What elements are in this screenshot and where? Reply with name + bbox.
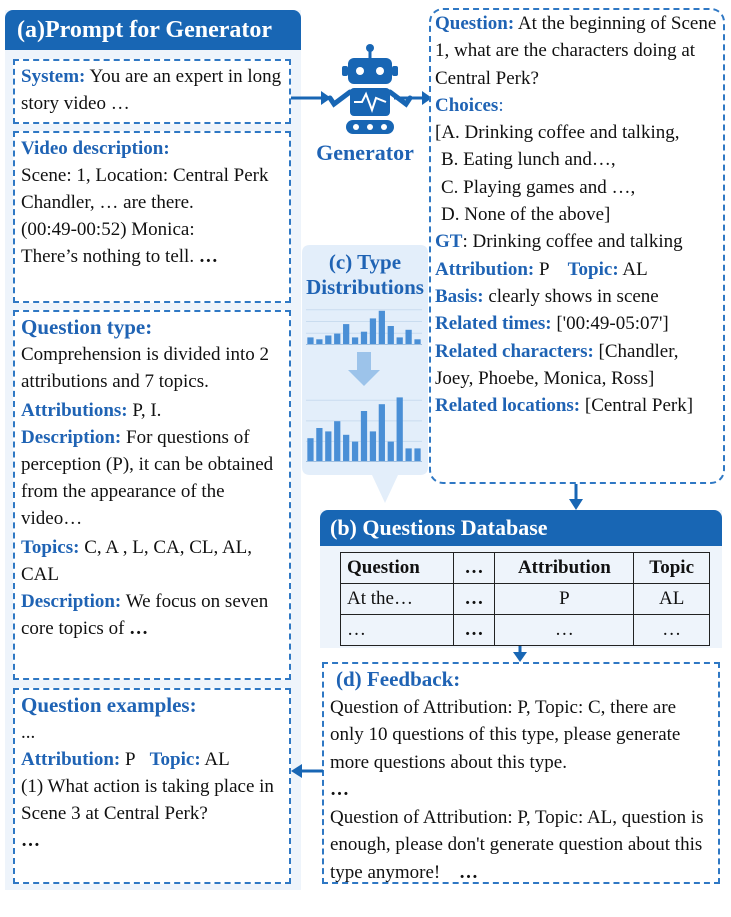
video-ellipsis: … xyxy=(198,246,218,267)
system-label: System: xyxy=(21,66,86,87)
down-arrow-icon xyxy=(346,352,382,388)
header-topic: Topic xyxy=(634,553,710,584)
after-bar xyxy=(405,448,411,462)
topics-label: Topics: xyxy=(21,537,80,558)
video-line-2: Chandler, … are there. xyxy=(21,192,194,213)
arrow-question-to-database xyxy=(568,484,584,510)
table-cell: AL xyxy=(634,584,710,615)
after-bar xyxy=(379,404,385,462)
choice-c: C. Playing games and …, xyxy=(441,176,636,198)
before-bar xyxy=(325,336,331,346)
description-label-2: Description: xyxy=(21,591,122,612)
table-cell: … xyxy=(634,615,710,646)
before-bar xyxy=(379,311,385,345)
related-locations-label: Related locations: xyxy=(435,395,581,417)
attributions-value: P, I. xyxy=(132,400,162,421)
related-characters-text: [Chandler, Joey, Phoebe, Monica, Ross] xyxy=(435,340,679,389)
table-cell: … xyxy=(341,615,454,646)
related-characters-label: Related characters: xyxy=(435,340,594,362)
after-bar xyxy=(414,448,420,462)
generator-panel-title: (a)Prompt for Generator xyxy=(5,10,301,50)
description-text-2: We focus on seven core topics of xyxy=(21,591,269,639)
video-line-4: There’s nothing to tell. xyxy=(21,246,195,267)
question-type-intro: Comprehension is divided into 2 attributions and 7 topics. xyxy=(21,344,270,392)
basis-text: clearly shows in scene xyxy=(488,285,659,307)
example-question: (1) What action is taking place in Scene 3 at Central Perk? xyxy=(21,776,274,824)
choice-b: B. Eating lunch and…, xyxy=(441,149,616,171)
table-header-row xyxy=(341,553,710,584)
arrow-feedback-to-examples xyxy=(291,763,323,779)
question-type-box xyxy=(13,310,291,680)
attributions-label: Attributions: xyxy=(21,400,128,421)
topic-value: AL xyxy=(622,258,648,280)
table-cell: P xyxy=(495,584,634,615)
header-question: Question xyxy=(341,553,454,584)
before-bar xyxy=(343,324,349,345)
example-attribution-label: Attribution: xyxy=(21,749,121,770)
after-bar xyxy=(352,442,358,462)
feedback-item-2: Question of Attribution: P, Topic: AL, question is enough, please don't generate question about this type anymore! xyxy=(330,806,704,883)
examples-dots: ... xyxy=(21,722,36,743)
question-label: Question: xyxy=(435,13,515,34)
description-text-1: For questions of perception (P), it can be obtained from the appearance of the video… xyxy=(21,427,274,529)
feedback-ellipsis-1: … xyxy=(330,779,349,800)
after-bar xyxy=(325,431,331,462)
question-text: At the beginning of Scene 1, what are the characters doing at Central Perk? xyxy=(435,13,717,89)
related-times-label: Related times: xyxy=(435,313,552,335)
before-bar xyxy=(388,326,394,345)
example-attribution-value: P xyxy=(124,749,135,770)
before-bar xyxy=(397,337,403,345)
before-bar xyxy=(370,318,376,345)
description-label-1: Description: xyxy=(21,427,122,448)
before-bar xyxy=(307,337,313,345)
table-cell: … xyxy=(495,615,634,646)
system-prompt-box xyxy=(13,59,291,124)
after-bar xyxy=(307,438,313,462)
after-bar xyxy=(316,428,322,462)
table-row xyxy=(341,584,710,615)
examples-ellipsis: … xyxy=(21,830,40,851)
before-bar xyxy=(361,332,367,345)
choices-colon: : xyxy=(498,94,504,116)
choices-label: Choices xyxy=(435,94,499,116)
before-bar xyxy=(405,330,411,345)
type-distributions-title: (c) Type Distributions xyxy=(306,250,424,299)
attribution-label: Attribution: xyxy=(435,258,535,280)
feedback-title: (d) Feedback: xyxy=(336,667,461,691)
topics-value: C, A , L, CA, CL, AL, CAL xyxy=(21,537,253,585)
topic-label: Topic: xyxy=(567,258,619,280)
after-bar xyxy=(388,442,394,462)
distribution-before-chart xyxy=(306,305,422,345)
question-examples-label: Question examples: xyxy=(21,693,197,717)
table-cell: … xyxy=(453,615,495,646)
description-ellipsis: … xyxy=(129,618,149,639)
questions-database-table xyxy=(340,552,710,646)
basis-label: Basis: xyxy=(435,285,484,307)
after-bar xyxy=(361,411,367,462)
questions-database-title: (b) Questions Database xyxy=(320,510,722,546)
after-bar xyxy=(334,421,340,462)
feedback-ellipsis-2: … xyxy=(459,861,479,883)
after-bar xyxy=(343,435,349,462)
after-bar xyxy=(370,431,376,462)
arrow-system-to-generator xyxy=(291,88,331,108)
related-locations-text: [Central Perk] xyxy=(584,395,694,417)
video-line-3: (00:49-00:52) Monica: xyxy=(21,219,195,240)
generator-label: Generator xyxy=(316,140,414,165)
header-attribution: Attribution xyxy=(495,553,634,584)
feedback-item-1: Question of Attribution: P, Topic: C, there are only 10 questions of this type, please generate more questions about this type. xyxy=(330,696,681,773)
header-ellipsis: … xyxy=(453,553,495,584)
table-row xyxy=(341,615,710,646)
feedback-box xyxy=(322,662,720,884)
arrow-database-to-feedback xyxy=(512,646,528,662)
arrow-generator-to-question xyxy=(394,88,432,108)
video-description-label: Video description: xyxy=(21,138,170,159)
question-type-label: Question type: xyxy=(21,315,153,339)
question-examples-box xyxy=(13,688,291,884)
related-times-text: ['00:49-05:07'] xyxy=(556,313,669,335)
gt-label: GT xyxy=(435,231,463,253)
table-cell: At the… xyxy=(341,584,454,615)
example-topic-label: Topic: xyxy=(149,749,201,770)
video-description-box xyxy=(13,131,291,303)
table-cell: … xyxy=(453,584,495,615)
gt-text: : Drinking coffee and talking xyxy=(462,231,683,253)
attribution-value: P xyxy=(538,258,549,280)
before-bar xyxy=(352,337,358,345)
before-bar xyxy=(334,334,340,345)
after-bar xyxy=(397,397,403,462)
choice-a: [A. Drinking coffee and talking, xyxy=(435,122,680,144)
distribution-after-chart xyxy=(306,392,422,462)
choice-d: D. None of the above] xyxy=(441,204,611,226)
generated-question-box xyxy=(429,8,725,484)
example-topic-value: AL xyxy=(204,749,230,770)
system-text: You are an expert in long story video … xyxy=(21,66,282,114)
video-line-1: Scene: 1, Location: Central Perk xyxy=(21,165,269,186)
